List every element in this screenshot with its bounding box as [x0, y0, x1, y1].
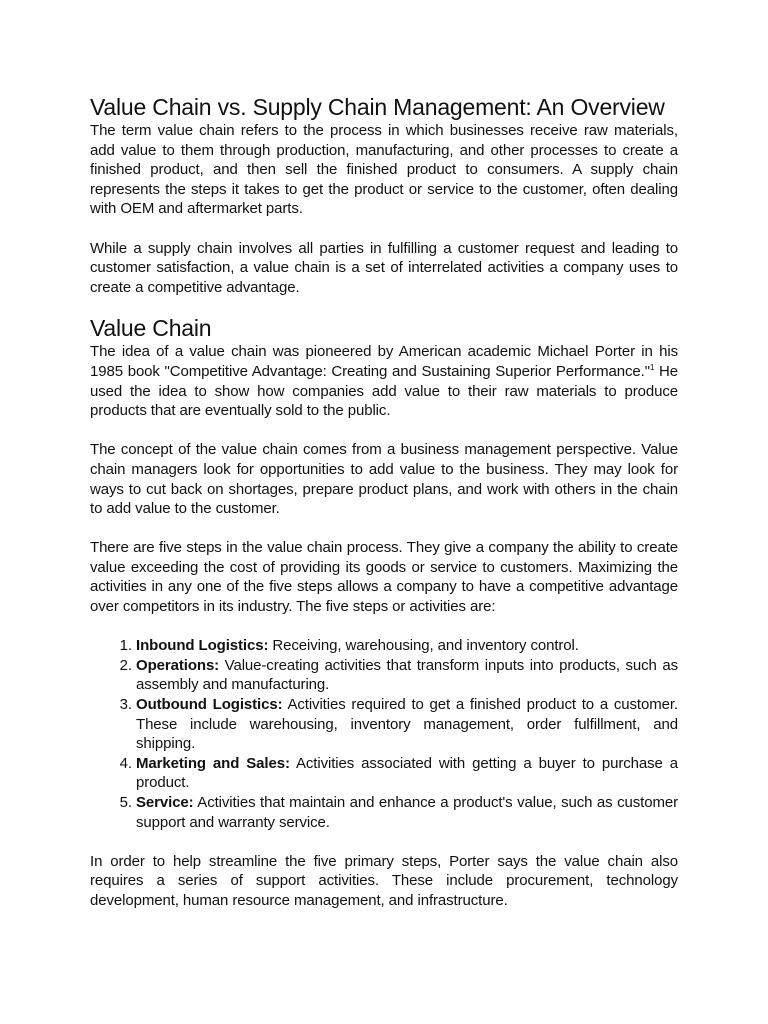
list-item-term: Inbound Logistics:: [136, 637, 269, 655]
document-page: [90, 93, 678, 911]
list-item: [136, 754, 678, 793]
list-item-text: Receiving, warehousing, and inventory control.: [268, 637, 579, 655]
value-chain-paragraph-2: The concept of the value chain comes from a business management perspective. Value chain managers look for opportunities to add value to the business. They may look for ways to cut back on shortages, prepare product plans, and work with others in the chain to add value to the customer.: [90, 441, 678, 518]
paragraph-text: He used the idea to show how companies add value to their raw materials to produce products that are eventually sold to the public.: [90, 362, 678, 420]
closing-paragraph: In order to help streamline the five primary steps, Porter says the value chain also requires a series of support activities. These include procurement, technology development, human resource management, and infrastructure.: [90, 852, 678, 909]
list-item-text: Activities associated with getting a buyer to purchase a product.: [136, 754, 678, 792]
list-item: [136, 636, 678, 656]
intro-paragraph-1: The term value chain refers to the process in which businesses receive raw materials, add value to them through production, manufacturing, and other processes to create a finished product, and then sell the finished product to consumers. A supply chain represents the steps it takes to get the product or service to the customer, often dealing with OEM and aftermarket parts.: [90, 122, 678, 218]
spacer: [90, 617, 678, 637]
spacer: [90, 832, 678, 852]
section-heading-value-chain: Value Chain: [90, 315, 212, 342]
five-steps-list: [90, 636, 678, 832]
list-item-term: Service:: [136, 794, 194, 811]
document-title: Value Chain vs. Supply Chain Management: An Overview: [90, 94, 665, 120]
list-item: [136, 793, 678, 832]
value-chain-paragraph-3: There are five steps in the value chain process. They give a company the ability to create value exceeding the cost of providing its goods or service to customers. Maximizing the activities in any one of the five steps allows a company to have a competitive advantage over competitors in its industry. The five steps or activities are:: [90, 539, 678, 616]
paragraph-text: The idea of a value chain was pioneered by American academic Michael Porter in his 1985 book "Competitive Advantage: Creating and Sustaining Superior Performance.": [90, 343, 678, 380]
list-item-term: Operations:: [136, 656, 220, 674]
list-item: [136, 695, 678, 754]
list-item-text: Activities required to get a finished product to a customer. These include warehousing, inventory management, order fulfillment, and shipping.: [136, 696, 679, 753]
list-item: [136, 656, 678, 695]
intro-paragraph-2: While a supply chain involves all parties in fulfilling a customer request and leading to customer satisfaction, a value chain is a set of interrelated activities a company uses to create a competitive advantage.: [90, 239, 678, 296]
list-item-text: Activities that maintain and enhance a product's value, such as customer support and warranty service.: [136, 794, 678, 831]
footnote-reference[interactable]: 1: [649, 362, 655, 372]
list-item-term: Marketing and Sales:: [136, 754, 290, 772]
list-item-text: Value-creating activities that transform inputs into products, such as assembly and manufacturing.: [136, 656, 678, 694]
list-item-term: Outbound Logistics:: [136, 696, 283, 714]
value-chain-paragraph-1: [90, 342, 678, 420]
